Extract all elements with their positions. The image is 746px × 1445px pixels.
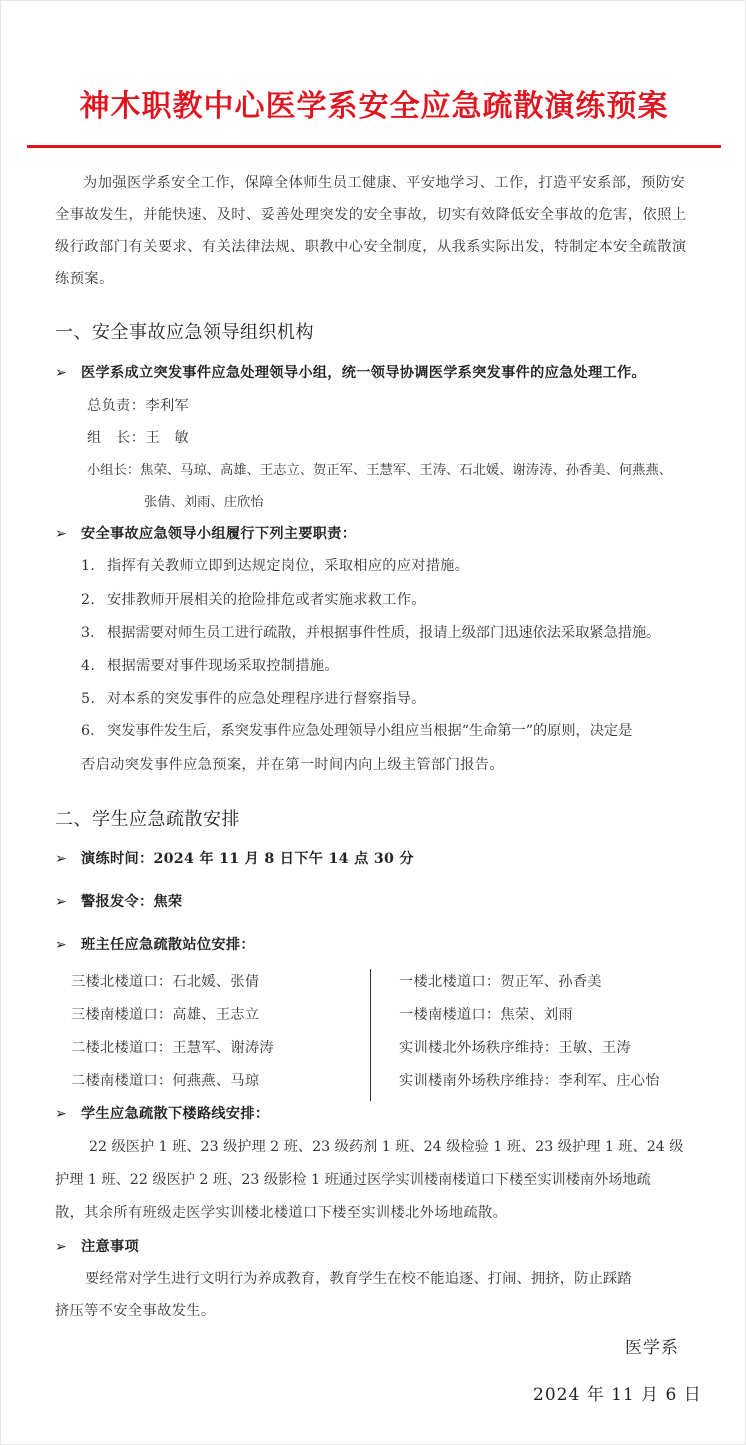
signature-department: 医学系 <box>625 1338 679 1358</box>
chief-line: 总负责：李利军 <box>87 398 190 414</box>
leader-line: 组 长：王 敏 <box>87 430 190 446</box>
bullet-text: 学生应急疏散下楼路线安排： <box>81 1106 270 1122</box>
duty-item: 4. 根据需要对事件现场采取控制措施。 <box>81 658 339 674</box>
document-title: 神木职教中心医学系安全应急疏散演练预案 <box>79 89 669 124</box>
drill-time-bullet <box>55 847 414 871</box>
duty-item: 5. 对本系的突发事件的应急处理程序进行督察指导。 <box>81 691 426 707</box>
arrowhead-bullet-icon: ➢ <box>55 894 68 910</box>
station-left-item: 三楼北楼道口：石北媛、张倩 <box>71 974 260 990</box>
bullet-text: 安全事故应急领导小组履行下列主要职责： <box>81 526 357 542</box>
bullet-text: 演练时间：2024 年 11 月 8 日下午 14 点 30 分 <box>81 851 414 867</box>
section1-bullet2 <box>55 522 356 546</box>
station-left-item: 二楼北楼道口：王慧军、谢涛涛 <box>71 1040 274 1056</box>
bullet-text: 班主任应急疏散站位安排： <box>81 937 255 953</box>
arrowhead-bullet-icon: ➢ <box>55 851 68 867</box>
arrowhead-bullet-icon: ➢ <box>55 1239 68 1255</box>
duty-item: 2. 安排教师开展相关的抢险排危或者实施求救工作。 <box>81 592 426 608</box>
route-bullet <box>55 1102 269 1126</box>
members-line-2: 张倩、刘雨、庄欣怡 <box>144 495 264 510</box>
signature-date: 2024 年 11 月 6 日 <box>533 1385 702 1405</box>
duty-item: 3. 根据需要对师生员工进行疏散，并根据事件性质，报请上级部门迅速依法采取紧急措施。 <box>81 625 661 641</box>
section1-bullet1 <box>55 361 646 385</box>
duty-item: 1. 指挥有关教师立即到达规定岗位，采取相应的应对措施。 <box>81 558 470 574</box>
station-left-item: 二楼南楼道口：何燕燕、马琼 <box>71 1073 260 1089</box>
route-line-3: 散，其余所有班级走医学实训楼北楼道口下楼至实训楼北外场地疏散。 <box>55 1205 508 1221</box>
notes-line-2: 挤压等不安全事故发生。 <box>55 1303 216 1319</box>
station-right-item: 实训楼北外场秩序维持：王敏、王涛 <box>399 1040 631 1056</box>
stations-bullet <box>55 933 255 957</box>
title-underline-rule <box>27 145 721 148</box>
station-left-item: 三楼南楼道口：高雄、王志立 <box>71 1007 260 1023</box>
route-line-2: 护理 1 班、22 级医护 2 班、23 级影检 1 班通过医学实训楼南楼道口下楼至实训楼南外场地疏 <box>55 1172 651 1188</box>
arrowhead-bullet-icon: ➢ <box>55 526 68 542</box>
arrowhead-bullet-icon: ➢ <box>55 937 68 953</box>
station-right-item: 一楼北楼道口：贺正军、孙香美 <box>399 974 602 990</box>
bullet-text: 注意事项 <box>81 1239 139 1255</box>
notes-line-1: 要经常对学生进行文明行为养成教育，教育学生在校不能追逐、打闹、拥挤，防止踩踏 <box>85 1271 632 1287</box>
bullet-text: 警报发令：焦荣 <box>81 894 183 910</box>
bullet-text: 医学系成立突发事件应急处理领导小组，统一领导协调医学系突发事件的应急处理工作。 <box>81 365 647 381</box>
duty-6-continuation: 否启动突发事件应急预案，并在第一时间内向上级主管部门报告。 <box>81 757 505 773</box>
station-right-item: 一楼南楼道口：焦荣、刘雨 <box>399 1007 573 1023</box>
arrowhead-bullet-icon: ➢ <box>55 365 68 381</box>
column-divider <box>370 969 371 1101</box>
intro-paragraph: 为加强医学系安全工作，保障全体师生员工健康、平安地学习、工作，打造平安系部，预防安全事故发生，并能快速、及时、妥善处理突发的安全事故，切实有效降低安全事故的危害，依照上级行政部门有关要求、有关法律法规、职教中心安全制度，从我系实际出发，特制定本安全疏散演练预案。 <box>55 175 687 287</box>
duty-item: 6. 突发事件发生后，系突发事件应急处理领导小组应当根据“生命第一”的原则，决定是 <box>81 723 633 739</box>
section1-heading: 一、安全事故应急领导组织机构 <box>55 322 314 343</box>
route-line-1: 22 级医护 1 班、23 级护理 2 班、23 级药剂 1 班、24 级检验 1 班、23 级护理 1 班、24 级 <box>89 1139 684 1155</box>
station-right-item: 实训楼南外场秩序维持：李利军、庄心怡 <box>399 1073 660 1089</box>
alarm-bullet <box>55 890 182 914</box>
members-line-1: 小组长：焦荣、马琼、高雄、王志立、贺正军、王慧军、王涛、石北媛、谢涛涛、孙香美、何燕燕、 <box>87 463 673 478</box>
notes-bullet <box>55 1235 139 1259</box>
section2-heading: 二、学生应急疏散安排 <box>55 809 240 830</box>
arrowhead-bullet-icon: ➢ <box>55 1106 68 1122</box>
